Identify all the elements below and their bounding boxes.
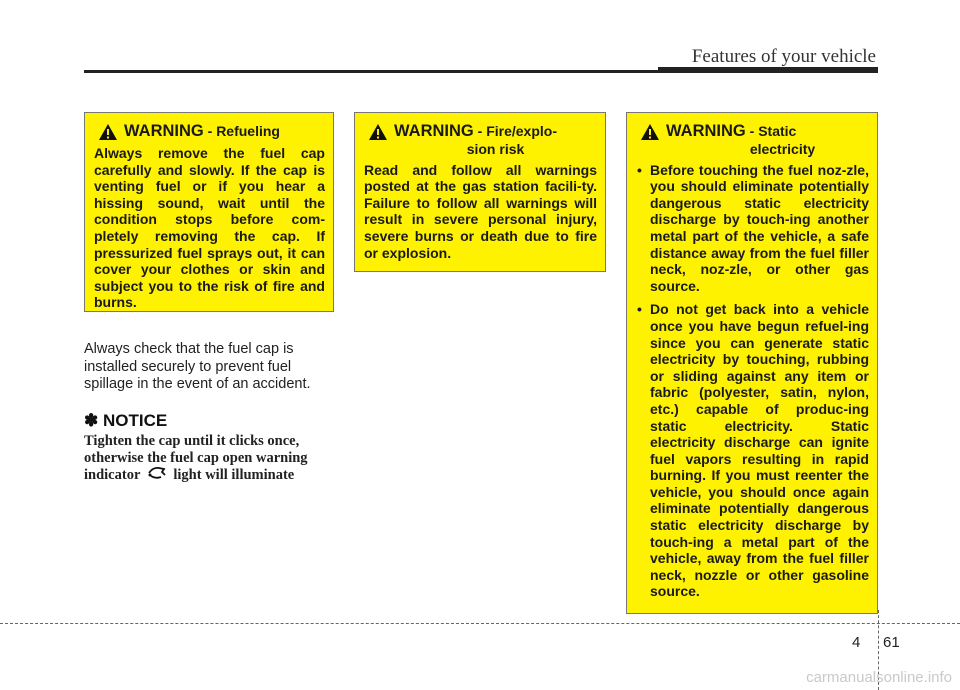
warning-subtitle: - Fire/explo- xyxy=(473,123,557,139)
warning-title xyxy=(364,123,597,141)
header-rule-accent xyxy=(658,67,878,73)
header-title: Features of your vehicle xyxy=(691,46,876,67)
warning-subtitle: - Static xyxy=(745,123,797,139)
warning-fire-box xyxy=(354,112,606,272)
footer-rule xyxy=(0,623,960,624)
fuel-cap-indicator-icon xyxy=(147,466,167,480)
watermark: carmanualsonline.info xyxy=(806,669,952,686)
page-number: 61 xyxy=(883,634,900,651)
warning-word: WARNING xyxy=(124,122,204,140)
page-chapter: 4 xyxy=(852,634,861,651)
notice-text-after: light will illuminate xyxy=(173,467,295,483)
warning-body: Read and follow all warnings posted at the gas station facili-ty. Failure to follow all warnings will result in severe personal injury, severe burns or death due to fire or explosion. xyxy=(364,161,597,261)
notice-heading: ✽ NOTICE xyxy=(84,411,168,430)
warning-subtitle: - Refueling xyxy=(203,123,280,139)
warning-title xyxy=(636,123,869,141)
warning-bullet-item: • Before touching the fuel noz-zle, you should eliminate potentially dangerous static electricity discharge by touch-ing another metal part of the vehicle, a safe distance away from the fuel filler neck, noz-zle, or other gas source. xyxy=(636,162,869,295)
warning-body: Always remove the fuel cap carefully and slowly. If the cap is venting fuel or if you hear a hissing sound, wait until the condition stops before com-pletely removing the cap. If pressurized fuel sprays out, it can cover your clothes or skin and subject you to the risk of fire and burns. xyxy=(94,145,325,311)
warning-triangle-icon xyxy=(640,123,660,141)
notice-text-before: Tighten the cap until it clicks once, otherwise the fuel cap open warning indicator xyxy=(84,433,308,483)
notice-body xyxy=(84,433,336,484)
warning-triangle-icon xyxy=(98,123,118,141)
warning-static-box xyxy=(626,112,878,614)
warning-subtitle-cont: sion risk xyxy=(466,141,525,157)
warning-refueling-box xyxy=(84,112,334,312)
warning-word: WARNING xyxy=(666,122,746,140)
body-paragraph: Always check that the fuel cap is installed securely to prevent fuel spillage in the event of an accident. xyxy=(84,341,311,392)
warning-word: WARNING xyxy=(394,122,474,140)
warning-subtitle-cont: electricity xyxy=(749,141,816,157)
warning-bullet-item: • Do not get back into a vehicle once you have begun refuel-ing since you can generate static electricity by touching, rubbing or sliding against any item or fabric (polyester, satin, nylon, etc.) capable of produc-ing static electricity. Static electricity discharge can ignite fuel vapors resulting in rapid burning. If you must reenter the vehicle, you should once again eliminate potentially dangerous static electricity discharge by touch-ing a metal part of the vehicle, away from the fuel filler neck, nozzle or other gasoline source. xyxy=(636,301,869,600)
warning-title xyxy=(94,123,325,141)
warning-triangle-icon xyxy=(368,123,388,141)
